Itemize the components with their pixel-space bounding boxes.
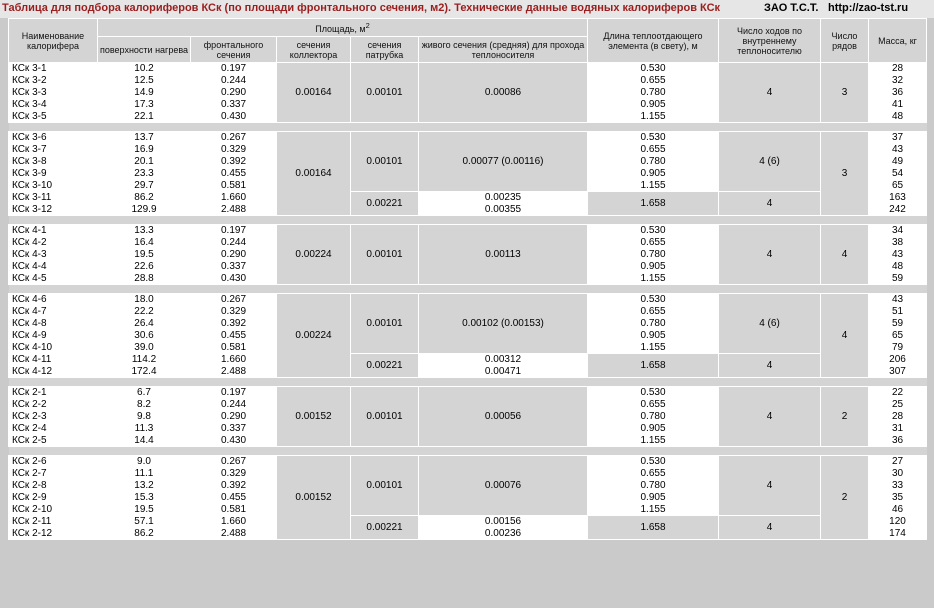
table-row <box>9 294 927 306</box>
surface-area: 57.1 <box>98 516 191 528</box>
live-section: 0.00102 (0.00153) <box>419 294 588 354</box>
mass-value: 35 <box>869 492 927 504</box>
frontal-area: 0.337 <box>191 99 277 111</box>
frontal-area: 0.455 <box>191 330 277 342</box>
mass-value: 59 <box>869 318 927 330</box>
mass-value: 28 <box>869 411 927 423</box>
mass-value: 48 <box>869 111 927 123</box>
mass-value: 242 <box>869 204 927 216</box>
header-live-section: живого сечения (средняя) для прохода теплоносителя <box>419 37 588 63</box>
nozzle-section: 0.00101 <box>351 294 419 354</box>
row-count: 2 <box>821 387 869 447</box>
heater-name: КСк 3-10 <box>9 180 98 192</box>
surface-area: 22.2 <box>98 306 191 318</box>
group-separator <box>9 285 927 294</box>
frontal-area: 0.337 <box>191 261 277 273</box>
element-length: 0.905 <box>588 261 719 273</box>
frontal-area: 0.581 <box>191 342 277 354</box>
heater-name: КСк 4-6 <box>9 294 98 306</box>
surface-area: 28.8 <box>98 273 191 285</box>
row-count: 3 <box>821 63 869 123</box>
nozzle-section: 0.00101 <box>351 132 419 192</box>
surface-area: 13.7 <box>98 132 191 144</box>
heater-name: КСк 3-12 <box>9 204 98 216</box>
element-length: 1.658 <box>588 354 719 378</box>
heater-name: КСк 3-6 <box>9 132 98 144</box>
group-separator <box>9 216 927 225</box>
mass-value: 43 <box>869 249 927 261</box>
passes-count: 4 <box>719 63 821 123</box>
surface-area: 18.0 <box>98 294 191 306</box>
heater-name: КСк 4-1 <box>9 225 98 237</box>
surface-area: 13.3 <box>98 225 191 237</box>
group-separator <box>9 378 927 387</box>
heater-name: КСк 4-10 <box>9 342 98 354</box>
nozzle-section: 0.00101 <box>351 225 419 285</box>
heater-name: КСк 2-1 <box>9 387 98 399</box>
element-length: 0.530 <box>588 63 719 75</box>
nozzle-section: 0.00101 <box>351 456 419 516</box>
passes-count: 4 (6) <box>719 294 821 354</box>
mass-value: 34 <box>869 225 927 237</box>
mass-value: 27 <box>869 456 927 468</box>
element-length: 0.655 <box>588 399 719 411</box>
passes-count: 4 <box>719 354 821 378</box>
table-body <box>9 63 927 540</box>
frontal-area: 0.267 <box>191 132 277 144</box>
element-length: 0.780 <box>588 156 719 168</box>
surface-area: 29.7 <box>98 180 191 192</box>
heater-name: КСк 4-2 <box>9 237 98 249</box>
element-length: 0.530 <box>588 225 719 237</box>
element-length: 0.530 <box>588 132 719 144</box>
element-length: 1.658 <box>588 192 719 216</box>
mass-value: 31 <box>869 423 927 435</box>
element-length: 0.780 <box>588 480 719 492</box>
surface-area: 114.2 <box>98 354 191 366</box>
surface-area: 13.2 <box>98 480 191 492</box>
frontal-area: 2.488 <box>191 366 277 378</box>
heater-name: КСк 3-4 <box>9 99 98 111</box>
surface-area: 11.3 <box>98 423 191 435</box>
table-row <box>9 132 927 144</box>
mass-value: 49 <box>869 156 927 168</box>
element-length: 1.658 <box>588 516 719 540</box>
mass-value: 51 <box>869 306 927 318</box>
frontal-area: 0.244 <box>191 399 277 411</box>
heater-name: КСк 2-12 <box>9 528 98 540</box>
mass-value: 174 <box>869 528 927 540</box>
live-section: 0.00113 <box>419 225 588 285</box>
surface-area: 39.0 <box>98 342 191 354</box>
surface-area: 14.9 <box>98 87 191 99</box>
heater-name: КСк 4-8 <box>9 318 98 330</box>
mass-value: 22 <box>869 387 927 399</box>
frontal-area: 0.337 <box>191 423 277 435</box>
collector-section: 0.00152 <box>277 456 351 540</box>
nozzle-section: 0.00101 <box>351 63 419 123</box>
frontal-area: 0.244 <box>191 237 277 249</box>
live-section: 0.00355 <box>419 204 588 216</box>
row-count: 3 <box>821 132 869 216</box>
mass-value: 30 <box>869 468 927 480</box>
mass-value: 79 <box>869 342 927 354</box>
collector-section: 0.00164 <box>277 132 351 216</box>
frontal-area: 2.488 <box>191 204 277 216</box>
heater-name: КСк 4-12 <box>9 366 98 378</box>
element-length: 0.780 <box>588 249 719 261</box>
frontal-area: 0.290 <box>191 249 277 261</box>
row-count: 4 <box>821 225 869 285</box>
surface-area: 8.2 <box>98 399 191 411</box>
frontal-area: 0.267 <box>191 294 277 306</box>
surface-area: 14.4 <box>98 435 191 447</box>
surface-area: 12.5 <box>98 75 191 87</box>
mass-value: 54 <box>869 168 927 180</box>
mass-value: 37 <box>869 132 927 144</box>
mass-value: 25 <box>869 399 927 411</box>
frontal-area: 0.392 <box>191 480 277 492</box>
nozzle-section: 0.00221 <box>351 516 419 540</box>
element-length: 0.905 <box>588 168 719 180</box>
live-section: 0.00077 (0.00116) <box>419 132 588 192</box>
header-rows: Число рядов <box>821 19 869 63</box>
frontal-area: 0.329 <box>191 306 277 318</box>
mass-value: 41 <box>869 99 927 111</box>
page-title: Таблица для подбора калориферов КСк (по площади фронтального сечения, м2). Технические данные водяных калориферов КСк <box>2 2 721 14</box>
frontal-area: 0.197 <box>191 225 277 237</box>
heater-name: КСк 3-1 <box>9 63 98 75</box>
heater-name: КСк 2-3 <box>9 411 98 423</box>
separator-cell <box>9 216 927 225</box>
header-area-unit-sup: 2 <box>365 21 370 30</box>
mass-value: 163 <box>869 192 927 204</box>
element-length: 0.780 <box>588 411 719 423</box>
element-length: 0.655 <box>588 237 719 249</box>
element-length: 0.905 <box>588 423 719 435</box>
header-collector: сечения коллектора <box>277 37 351 63</box>
heater-name: КСк 2-4 <box>9 423 98 435</box>
mass-value: 36 <box>869 87 927 99</box>
heater-name: КСк 2-8 <box>9 480 98 492</box>
live-section: 0.00076 <box>419 456 588 516</box>
passes-count: 4 <box>719 192 821 216</box>
website-link[interactable]: http://zao-tst.ru <box>828 2 909 14</box>
collector-section: 0.00164 <box>277 63 351 123</box>
frontal-area: 0.430 <box>191 435 277 447</box>
table-row <box>9 387 927 399</box>
surface-area: 86.2 <box>98 528 191 540</box>
header-name: Наименование калорифера <box>9 19 98 63</box>
heater-name: КСк 3-9 <box>9 168 98 180</box>
mass-value: 43 <box>869 144 927 156</box>
heater-name: КСк 3-3 <box>9 87 98 99</box>
passes-count: 4 (6) <box>719 132 821 192</box>
mass-value: 33 <box>869 480 927 492</box>
heater-name: КСк 3-7 <box>9 144 98 156</box>
element-length: 1.155 <box>588 435 719 447</box>
header-surface: поверхности нагрева <box>98 37 191 63</box>
mass-value: 59 <box>869 273 927 285</box>
surface-area: 17.3 <box>98 99 191 111</box>
heater-name: КСк 4-5 <box>9 273 98 285</box>
separator-cell <box>9 447 927 456</box>
mass-value: 28 <box>869 63 927 75</box>
frontal-area: 0.455 <box>191 168 277 180</box>
heater-name: КСк 2-11 <box>9 516 98 528</box>
collector-section: 0.00152 <box>277 387 351 447</box>
element-length: 0.530 <box>588 294 719 306</box>
frontal-area: 0.290 <box>191 411 277 423</box>
element-length: 0.530 <box>588 456 719 468</box>
element-length: 0.655 <box>588 468 719 480</box>
heater-spec-table <box>8 18 927 540</box>
header-frontal: фронтального сечения <box>191 37 277 63</box>
heater-name: КСк 3-5 <box>9 111 98 123</box>
frontal-area: 0.581 <box>191 504 277 516</box>
surface-area: 129.9 <box>98 204 191 216</box>
live-section: 0.00471 <box>419 366 588 378</box>
nozzle-section: 0.00221 <box>351 354 419 378</box>
header-area-group <box>98 19 588 37</box>
passes-count: 4 <box>719 456 821 516</box>
table-row <box>9 225 927 237</box>
element-length: 1.155 <box>588 111 719 123</box>
title-bar <box>0 0 934 18</box>
live-section: 0.00312 <box>419 354 588 366</box>
element-length: 0.780 <box>588 318 719 330</box>
collector-section: 0.00224 <box>277 225 351 285</box>
separator-cell <box>9 378 927 387</box>
mass-value: 32 <box>869 75 927 87</box>
table-row <box>9 354 927 366</box>
surface-area: 23.3 <box>98 168 191 180</box>
surface-area: 26.4 <box>98 318 191 330</box>
surface-area: 11.1 <box>98 468 191 480</box>
company-name: ЗАО Т.С.Т. <box>764 2 819 14</box>
element-length: 0.905 <box>588 492 719 504</box>
heater-name: КСк 4-7 <box>9 306 98 318</box>
surface-area: 15.3 <box>98 492 191 504</box>
surface-area: 19.5 <box>98 504 191 516</box>
header-area-label: Площадь, м <box>315 24 366 34</box>
header-nozzle: сечения патрубка <box>351 37 419 63</box>
element-length: 1.155 <box>588 180 719 192</box>
frontal-area: 0.455 <box>191 492 277 504</box>
surface-area: 9.0 <box>98 456 191 468</box>
mass-value: 120 <box>869 516 927 528</box>
heater-name: КСк 4-11 <box>9 354 98 366</box>
frontal-area: 0.197 <box>191 387 277 399</box>
surface-area: 9.8 <box>98 411 191 423</box>
frontal-area: 0.392 <box>191 156 277 168</box>
frontal-area: 0.329 <box>191 468 277 480</box>
mass-value: 48 <box>869 261 927 273</box>
element-length: 0.905 <box>588 99 719 111</box>
passes-count: 4 <box>719 516 821 540</box>
heater-name: КСк 3-8 <box>9 156 98 168</box>
surface-area: 16.4 <box>98 237 191 249</box>
separator-cell <box>9 285 927 294</box>
surface-area: 19.5 <box>98 249 191 261</box>
live-section: 0.00235 <box>419 192 588 204</box>
frontal-area: 1.660 <box>191 516 277 528</box>
group-separator <box>9 123 927 132</box>
mass-value: 36 <box>869 435 927 447</box>
element-length: 0.780 <box>588 87 719 99</box>
frontal-area: 1.660 <box>191 354 277 366</box>
surface-area: 172.4 <box>98 366 191 378</box>
element-length: 0.655 <box>588 75 719 87</box>
surface-area: 30.6 <box>98 330 191 342</box>
frontal-area: 1.660 <box>191 192 277 204</box>
element-length: 1.155 <box>588 342 719 354</box>
live-section: 0.00086 <box>419 63 588 123</box>
frontal-area: 0.267 <box>191 456 277 468</box>
surface-area: 16.9 <box>98 144 191 156</box>
surface-area: 10.2 <box>98 63 191 75</box>
heater-name: КСк 3-11 <box>9 192 98 204</box>
mass-value: 206 <box>869 354 927 366</box>
frontal-area: 0.290 <box>191 87 277 99</box>
passes-count: 4 <box>719 387 821 447</box>
surface-area: 22.1 <box>98 111 191 123</box>
element-length: 0.530 <box>588 387 719 399</box>
surface-area: 20.1 <box>98 156 191 168</box>
mass-value: 38 <box>869 237 927 249</box>
heater-name: КСк 2-6 <box>9 456 98 468</box>
surface-area: 6.7 <box>98 387 191 399</box>
table-row <box>9 516 927 528</box>
frontal-area: 0.392 <box>191 318 277 330</box>
header-length: Длина теплоотдающего элемента (в свету), м <box>588 19 719 63</box>
frontal-area: 2.488 <box>191 528 277 540</box>
heater-name: КСк 3-2 <box>9 75 98 87</box>
mass-value: 307 <box>869 366 927 378</box>
live-section: 0.00236 <box>419 528 588 540</box>
separator-cell <box>9 123 927 132</box>
frontal-area: 0.244 <box>191 75 277 87</box>
heater-name: КСк 2-10 <box>9 504 98 516</box>
mass-value: 65 <box>869 180 927 192</box>
table-row <box>9 192 927 204</box>
live-section: 0.00056 <box>419 387 588 447</box>
row-count: 4 <box>821 294 869 378</box>
heater-name: КСк 4-9 <box>9 330 98 342</box>
element-length: 1.155 <box>588 273 719 285</box>
surface-area: 86.2 <box>98 192 191 204</box>
live-section: 0.00156 <box>419 516 588 528</box>
heater-name: КСк 2-5 <box>9 435 98 447</box>
nozzle-section: 0.00221 <box>351 192 419 216</box>
element-length: 0.905 <box>588 330 719 342</box>
mass-value: 46 <box>869 504 927 516</box>
collector-section: 0.00224 <box>277 294 351 378</box>
surface-area: 22.6 <box>98 261 191 273</box>
passes-count: 4 <box>719 225 821 285</box>
element-length: 0.655 <box>588 306 719 318</box>
row-count: 2 <box>821 456 869 540</box>
frontal-area: 0.581 <box>191 180 277 192</box>
table-row <box>9 63 927 75</box>
element-length: 0.655 <box>588 144 719 156</box>
group-separator <box>9 447 927 456</box>
frontal-area: 0.197 <box>191 63 277 75</box>
element-length: 1.155 <box>588 504 719 516</box>
header-passes: Число ходов по внутреннему теплоносителю <box>719 19 821 63</box>
frontal-area: 0.430 <box>191 273 277 285</box>
heater-name: КСк 2-9 <box>9 492 98 504</box>
heater-name: КСк 2-2 <box>9 399 98 411</box>
header-mass: Масса, кг <box>869 19 927 63</box>
heater-name: КСк 4-4 <box>9 261 98 273</box>
nozzle-section: 0.00101 <box>351 387 419 447</box>
heater-name: КСк 2-7 <box>9 468 98 480</box>
frontal-area: 0.329 <box>191 144 277 156</box>
frontal-area: 0.430 <box>191 111 277 123</box>
mass-value: 43 <box>869 294 927 306</box>
heater-name: КСк 4-3 <box>9 249 98 261</box>
mass-value: 65 <box>869 330 927 342</box>
table-row <box>9 456 927 468</box>
